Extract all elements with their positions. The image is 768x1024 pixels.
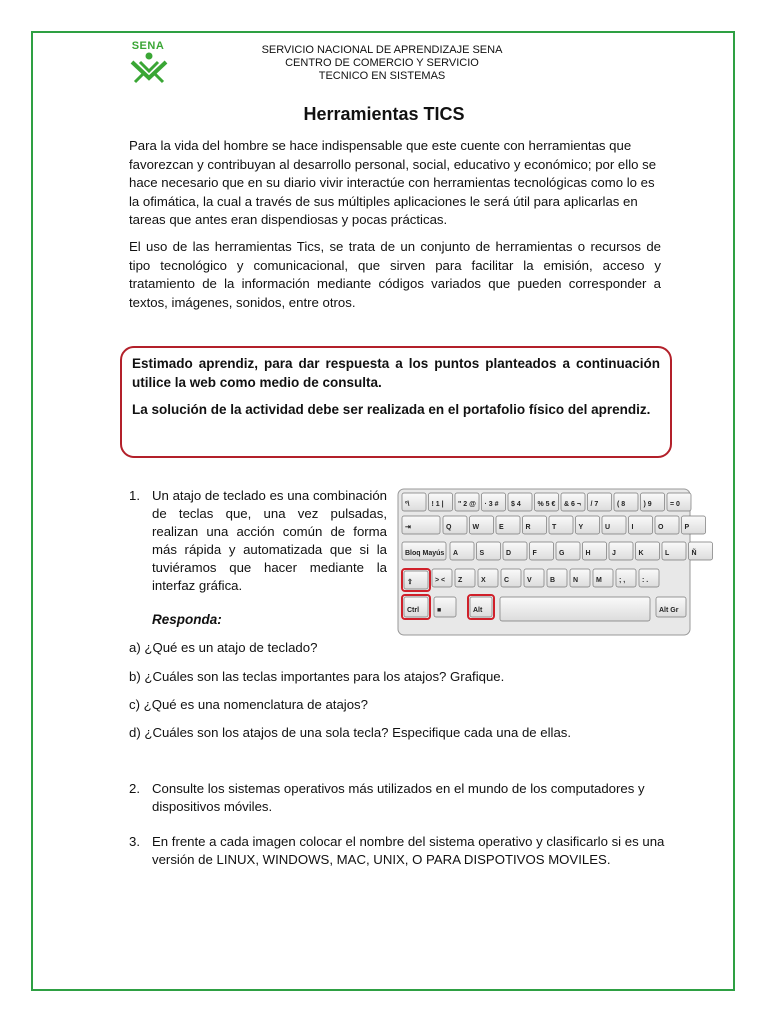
logo-text: SENA [131, 40, 165, 52]
key-row1-2-label: " 2 @ [458, 501, 476, 508]
key-row1-1-label: ! 1 | [431, 501, 444, 508]
key-row1-0-label: º\ [405, 501, 410, 508]
key-row3-8-label: L [665, 550, 670, 557]
respond-label: Responda: [152, 612, 222, 627]
key-space [500, 597, 650, 621]
institution-header [232, 44, 532, 83]
intro-paragraph-1: Para la vida del hombre se hace indispensable que este cuente con herramientas que favorezcan y contribuyan al desarrollo personal, social, educativo y económico; por ello se hace necesario que en su diario vivir interactúe con herramientas tecnológicas como lo es la ofimática, la cual a través de sus múltiples aplicaciones le será útil para aplicarlas en tareas que antes eran dispendiosas y pocas prácticas. [129, 138, 657, 227]
key-row1-4-label: $ 4 [511, 501, 521, 508]
key-row1-5-label: % 5 € [537, 501, 556, 508]
key-altgr-label: Alt Gr [659, 607, 679, 614]
header-line-1: SERVICIO NACIONAL DE APRENDIZAJE SENA [261, 44, 503, 56]
key-q-label: Q [446, 524, 452, 531]
subquestion-b: b) ¿Cuáles son las teclas importantes para los atajos? Grafique. [129, 669, 505, 684]
key-row3-9-label: Ñ [691, 550, 697, 557]
subquestion-d: d) ¿Cuáles son los atajos de una sola tecla? Especifique cada una de ellas. [129, 725, 572, 740]
key-shift-label: ⇧ [407, 579, 413, 586]
key-y-label: Y [578, 524, 584, 531]
key-u-label: U [605, 524, 611, 531]
key-row1-10-label: = 0 [670, 501, 680, 508]
subquestion-c: c) ¿Qué es una nomenclatura de atajos? [129, 697, 368, 712]
key-row1-9-label: ) 9 [643, 501, 652, 508]
key-row3-1-label: S [479, 550, 485, 557]
key-row4-0-label: > < [435, 577, 446, 584]
key-row4-9-label: : . [642, 577, 649, 584]
question-1-number: 1. [129, 488, 140, 503]
key-bloq-mayus-label: Bloq Mayús [405, 550, 445, 557]
key-row4-5-label: B [550, 577, 556, 584]
notice-line-2: La solución de la actividad debe ser realizada en el portafolio físico del aprendiz. [132, 402, 651, 417]
key-row3-3-label: F [532, 550, 537, 557]
key-e-label: E [499, 524, 504, 531]
key-row3-7-label: K [638, 550, 644, 557]
key-row4-6-label: N [573, 577, 579, 584]
key-row3-6-label: J [612, 550, 616, 557]
question-2 [129, 780, 669, 816]
header-line-3: TECNICO EN SISTEMAS [318, 70, 446, 82]
keyboard-image [398, 489, 697, 635]
key-row1-7-label: / 7 [590, 501, 599, 508]
key-tab-label: ⇥ [405, 524, 411, 531]
key-p-label: P [684, 524, 690, 531]
key-row4-8-label: ; , [619, 577, 626, 584]
question-1-text: Un atajo de teclado es una combinación de teclas que, una vez pulsadas, realizan una acción común de forma más rápida y automatizada que si la tuviéramos que hacer mediante la interfaz gráfica. [152, 488, 387, 593]
question-3-text: En frente a cada imagen colocar el nombre del sistema operativo y clasificarlo si es una versión de LINUX, WINDOWS, MAC, UNIX, O PARA DISPOTIVOS MOVILES. [152, 834, 665, 867]
key-t-label: T [552, 524, 557, 531]
key-row4-4-label: V [527, 577, 532, 584]
key-row4-3-label: C [504, 577, 510, 584]
key-alt-label: Alt [473, 607, 483, 614]
header-line-2: CENTRO DE COMERCIO Y SERVICIO [285, 57, 479, 69]
key-ctrl-label: Ctrl [407, 607, 420, 614]
key-w-label: W [472, 524, 480, 531]
key-row3-5-label: H [585, 550, 591, 557]
key-row3-4-label: G [559, 550, 565, 557]
notice-box [120, 346, 672, 458]
key-row1-3-label: · 3 # [484, 501, 499, 508]
intro-paragraph-2: El uso de las herramientas Tics, se trata de un conjunto de herramientas o recursos de tipo tecnológico y comunicacional, que sirven para facilitar la emisión, acceso y tratamiento de la información mediante códigos variados que pueden corresponder a textos, imágenes, sonidos, entre otros. [129, 239, 661, 310]
question-3-number: 3. [129, 834, 140, 849]
key-row1-6-label: & 6 ¬ [564, 501, 581, 508]
question-3 [129, 833, 669, 869]
key-row4-2-label: X [481, 577, 486, 584]
key-r-label: R [525, 524, 531, 531]
key-row3-2-label: D [506, 550, 512, 557]
key-row4-7-label: M [596, 577, 602, 584]
subquestion-a: a) ¿Qué es un atajo de teclado? [129, 640, 318, 655]
key-row3-0-label: A [453, 550, 459, 557]
key-i-label: I [631, 524, 634, 531]
document-title: Herramientas TICS [303, 104, 465, 124]
key-row1-8-label: ( 8 [617, 501, 626, 508]
key-windows-label: ■ [437, 607, 442, 614]
question-1 [129, 487, 387, 595]
question-2-text: Consulte los sistemas operativos más utilizados en el mundo de los computadores y dispositivos móviles. [152, 781, 645, 814]
key-row4-1-label: Z [458, 577, 463, 584]
notice-line-1: Estimado aprendiz, para dar respuesta a los puntos planteados a continuación utilice la web como medio de consulta. [132, 356, 660, 390]
key-o-label: O [658, 524, 664, 531]
question-2-number: 2. [129, 781, 140, 796]
